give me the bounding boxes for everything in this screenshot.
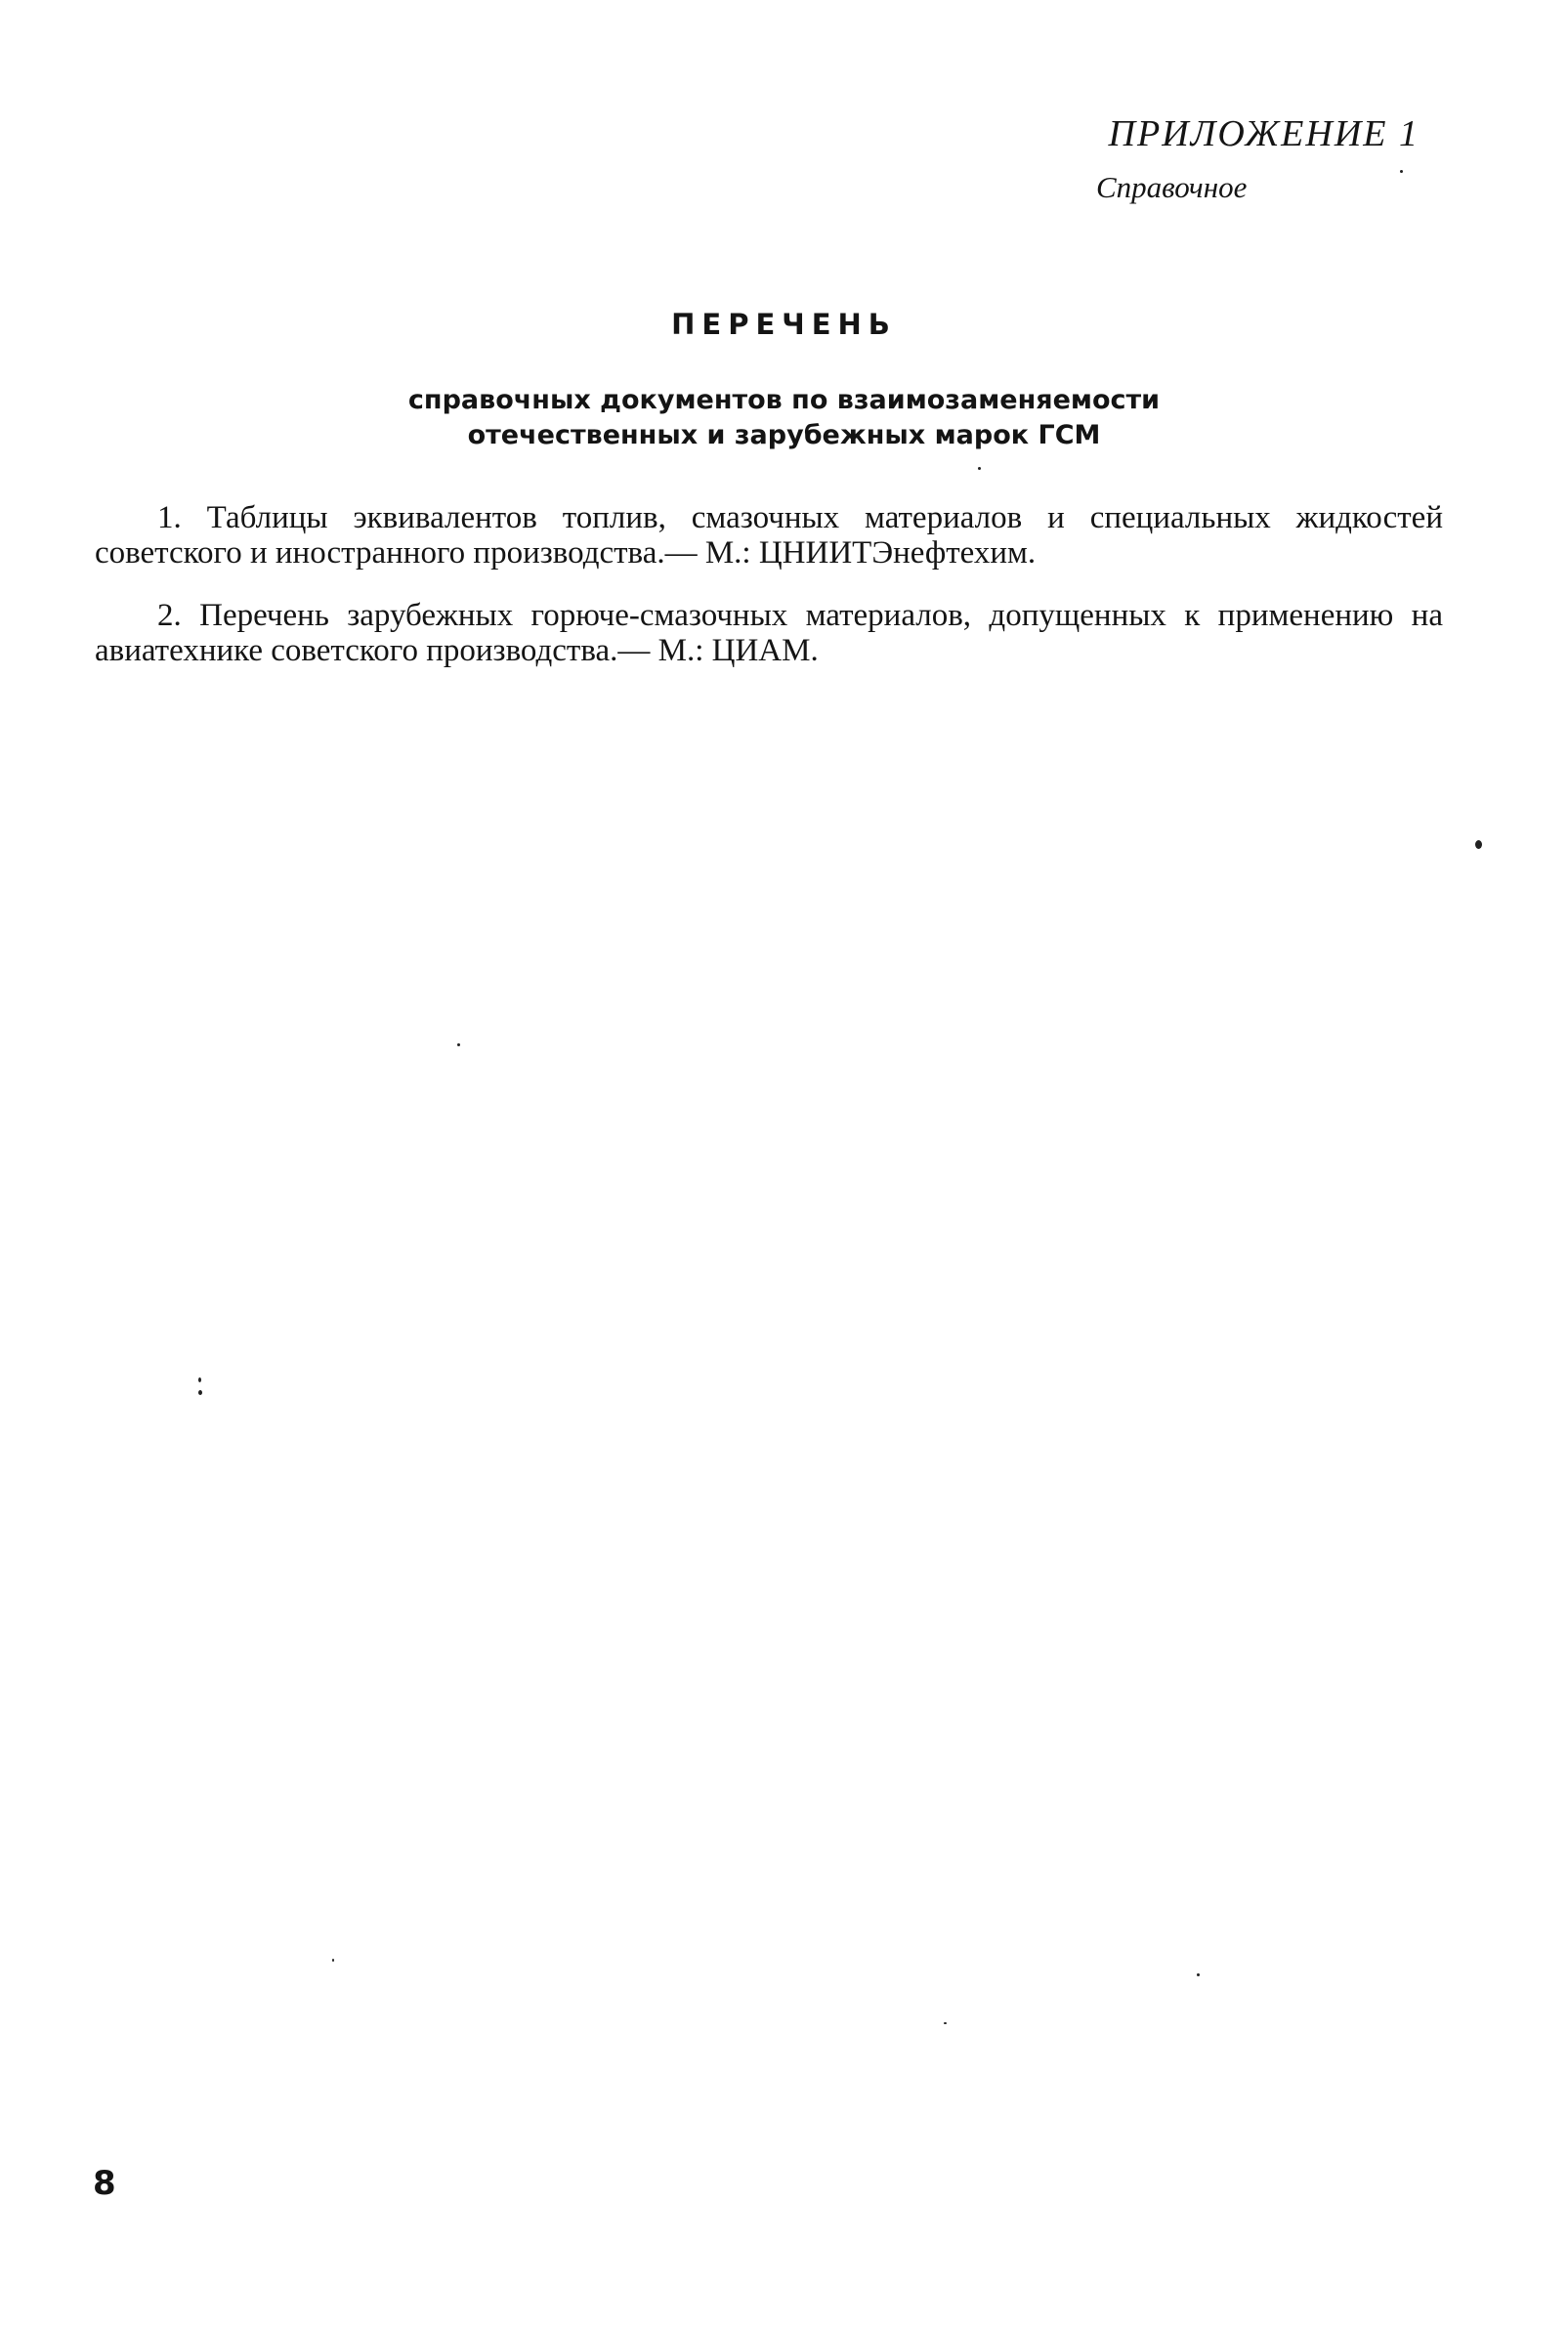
scan-speck: [198, 1377, 201, 1382]
scan-speck: [1197, 1973, 1200, 1976]
reference-item-1: 1. Таблицы эквивалентов топлив, смазочных материалов и специальных жидкостей советского и иностранного производства.— М.: ЦНИИТЭнефтехим.: [95, 500, 1443, 571]
scan-speck: [1475, 840, 1482, 849]
document-subtitle: [0, 383, 1568, 453]
scan-speck: [457, 1043, 460, 1046]
scan-speck: [332, 1959, 334, 1962]
scan-speck: [198, 1390, 202, 1395]
appendix-note: Справочное: [1096, 170, 1248, 204]
reference-list: [95, 500, 1443, 696]
scan-speck: [978, 467, 981, 470]
document-title: ПЕРЕЧЕНЬ: [671, 308, 897, 341]
page-number: 8: [93, 2164, 116, 2203]
subtitle-line-2: отечественных и зарубежных марок ГСМ: [467, 420, 1101, 450]
scan-speck: [944, 2022, 947, 2024]
reference-item-2: 2. Перечень зарубежных горюче-смазочных материалов, допущенных к применению на авиатехнике советского производства.— М.: ЦИАМ.: [95, 598, 1443, 668]
scan-speck: [1400, 170, 1403, 173]
subtitle-line-1: справочных документов по взаимозаменяемости: [407, 385, 1161, 415]
appendix-label: ПРИЛОЖЕНИЕ 1: [1108, 113, 1420, 154]
